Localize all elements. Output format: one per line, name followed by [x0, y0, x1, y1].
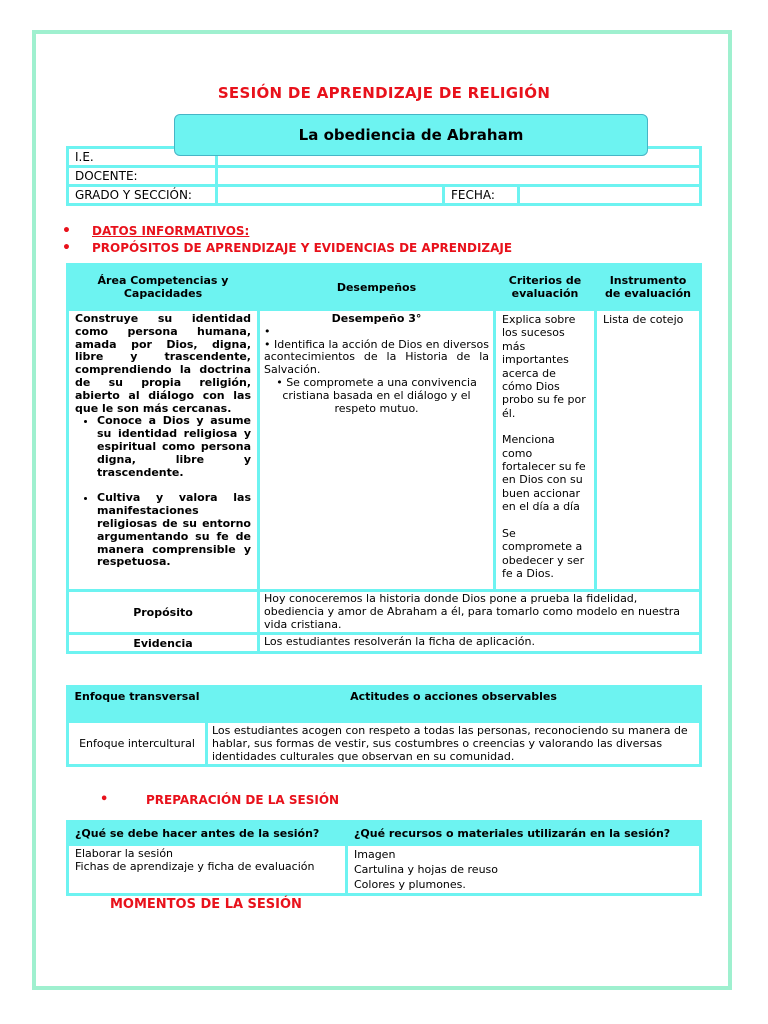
bullet-propositos — [62, 239, 742, 256]
criterio-item: Explica sobre los sucesos más importantes acerca de cómo Dios probo su fe por él. — [502, 313, 586, 420]
actitudes-text: Los estudiantes acogen con respeto a todas las personas, reconociendo su manera de hablar, sus formas de vestir, sus costumbres o creencias y valorando las diversas identidades culturales que observan en su comunidad. — [207, 722, 701, 766]
table-row — [68, 634, 701, 653]
header-enfoque: Enfoque transversal — [68, 687, 207, 722]
header-desempenos: Desempeños — [259, 265, 495, 310]
antes-cell — [68, 845, 347, 895]
prep-heading-line — [100, 792, 339, 807]
page-title: SESIÓN DE APRENDIZAJE DE RELIGIÓN — [217, 84, 551, 102]
competencias-cell — [68, 310, 259, 591]
list-item: Fichas de aprendizaje y ficha de evaluación — [75, 860, 315, 873]
ie-label: I.E. — [68, 148, 217, 167]
instrumento-cell: Lista de cotejo — [596, 310, 701, 591]
header-competencias: Área Competencias y Capacidades — [68, 265, 259, 310]
empty-bullet: • — [264, 324, 271, 338]
bullet-icon: • — [62, 222, 71, 239]
purposes-table — [66, 263, 702, 654]
preparation-table — [66, 820, 702, 896]
enfoque-table — [66, 685, 702, 767]
criterio-item: Menciona como fortalecer su fe en Dios con su buen accionar en el día a día — [502, 433, 586, 514]
docente-value[interactable] — [217, 167, 701, 186]
enfoque-value: Enfoque intercultural — [68, 722, 207, 766]
table-header-row — [68, 687, 701, 722]
header-instrumento: Instrumento de evaluación — [596, 265, 701, 310]
criterios-cell — [495, 310, 596, 591]
table-header-row — [68, 265, 701, 310]
desempeno-item: • Se compromete a una convivencia cristiana basada en el diálogo y el respeto mutuo. — [276, 375, 477, 415]
evidencia-label: Evidencia — [68, 634, 259, 653]
bullet-icon: • — [62, 239, 71, 256]
recursos-cell — [347, 845, 701, 895]
grado-value[interactable] — [217, 186, 444, 205]
evidencia-text: Los estudiantes resolverán la ficha de aplicación. — [259, 634, 701, 653]
table-row — [68, 591, 701, 634]
table-row — [68, 167, 701, 186]
grado-label: GRADO Y SECCIÓN: — [68, 186, 217, 205]
desempeno-item-text: Se compromete a una convivencia cristiana basada en el diálogo y el respeto mutuo. — [282, 375, 477, 415]
propositos-heading: PROPÓSITOS DE APRENDIZAJE Y EVIDENCIAS DE APRENDIZAJE — [92, 240, 513, 255]
list-item: Cartulina y hojas de reuso — [354, 863, 499, 876]
list-item: • Conoce a Dios y asume su identidad religiosa y espiritual como persona digna, libre y trascendente. — [97, 415, 251, 479]
desempeno-title: Desempeño 3° — [331, 312, 422, 325]
fecha-value[interactable] — [519, 186, 701, 205]
list-item: Colores y plumones. — [354, 878, 466, 891]
docente-label: DOCENTE: — [68, 167, 217, 186]
capacidades-list — [75, 415, 251, 569]
table-header-row — [68, 822, 701, 845]
desempeno-item-text: Identifica la acción de Dios en diversos acontecimientos de la Historia de la Salvación. — [264, 337, 489, 377]
criterio-item: Se compromete a obedecer y ser fe a Dios. — [502, 526, 585, 580]
datos-heading: DATOS INFORMATIVOS: — [92, 223, 250, 238]
header-criterios: Criterios de evaluación — [495, 265, 596, 310]
momentos-heading: MOMENTOS DE LA SESIÓN — [110, 897, 302, 912]
preparacion-heading: PREPARACIÓN DE LA SESIÓN — [146, 792, 340, 807]
list-item: Elaborar la sesión — [75, 847, 174, 860]
list-item: Imagen — [354, 848, 396, 861]
table-row — [68, 845, 701, 895]
header-antes: ¿Qué se debe hacer antes de la sesión? — [68, 822, 347, 845]
fecha-label: FECHA: — [444, 186, 519, 205]
competencia-text: Construye su identidad como persona humana, amada por Dios, digna, libre y trascendente, comprendiendo la doctrina de su propia religión, abierto al diálogo con las que le son más cercanas. — [75, 312, 251, 415]
header-recursos: ¿Qué recursos o materiales utilizarán en la sesión? — [347, 822, 701, 845]
header-actitudes: Actitudes o acciones observables — [207, 687, 701, 722]
proposito-text: Hoy conoceremos la historia donde Dios pone a prueba la fidelidad, obediencia y amor de Abraham a él, para tomarlo como modelo en nuestra vida cristiana. — [259, 591, 701, 634]
desempenos-cell — [259, 310, 495, 591]
session-title-banner: La obediencia de Abraham — [174, 114, 648, 156]
proposito-label: Propósito — [68, 591, 259, 634]
table-row — [68, 722, 701, 766]
section-bullets — [62, 222, 742, 256]
bullet-datos — [62, 222, 742, 239]
table-row — [68, 310, 701, 591]
list-item: • Cultiva y valora las manifestaciones religiosas de su entorno argumentando su fe de manera comprensible y respetuosa. — [97, 492, 251, 569]
desempeno-item: • Identifica la acción de Dios en diversos acontecimientos de la Historia de la Salvación. — [264, 337, 489, 377]
bullet-icon: • — [100, 792, 109, 807]
table-row — [68, 186, 701, 205]
